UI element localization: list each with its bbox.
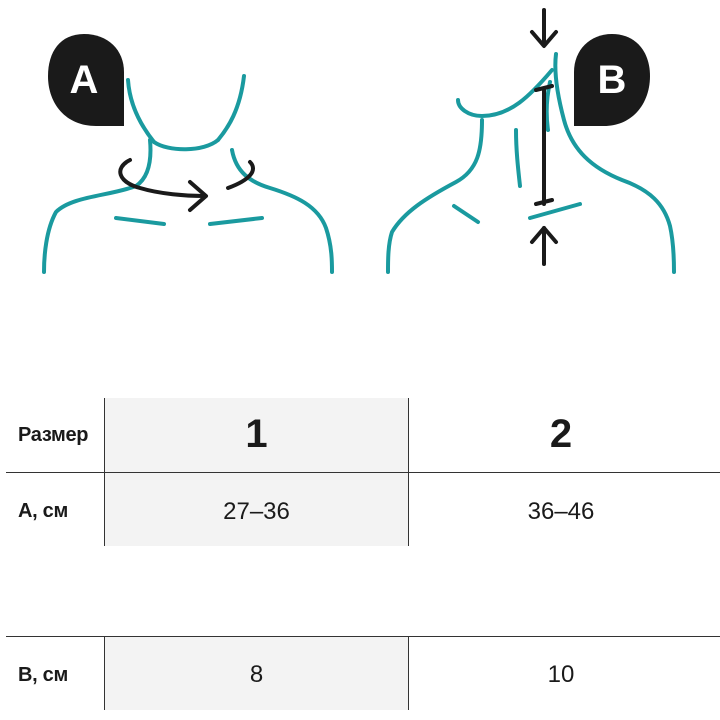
right-shoulder-line [232,150,332,272]
neck-right-line [218,76,244,140]
left-collarbone [116,218,164,224]
left-shoulder-line [44,140,150,272]
chin-line [154,140,218,149]
figure-b-neck-length [360,0,720,300]
neck-side-illustration [360,0,720,300]
row-a-size-1-value: 27–36 [223,498,290,525]
row-a-label: А, см [18,500,68,522]
header-rule [6,472,720,473]
neck-left-line [128,80,154,142]
neck-muscle-line [516,130,520,186]
vertical-arrows-icon [532,10,556,264]
size-1-heading: 1 [245,412,268,456]
badge-a-label: A [69,58,99,102]
collarbone-line [454,206,478,222]
size-table [0,398,720,720]
figure-a-neck-circumference [0,0,360,300]
row-b-label: В, см [18,664,68,686]
row-b-size-2-value: 10 [547,661,575,688]
row-b-rule [6,636,720,637]
neck-front-illustration [0,0,360,300]
badge-b-label: B [597,58,627,102]
shoulder-base-line [530,204,580,218]
row-a-size-2-value: 36–46 [527,498,595,525]
size-2-heading: 2 [549,412,573,456]
jaw-line [458,70,552,116]
row-b-size-1-value: 8 [249,661,264,688]
header-label: Размер [18,424,89,446]
right-collarbone [210,218,262,224]
front-shoulder-line [388,120,482,272]
